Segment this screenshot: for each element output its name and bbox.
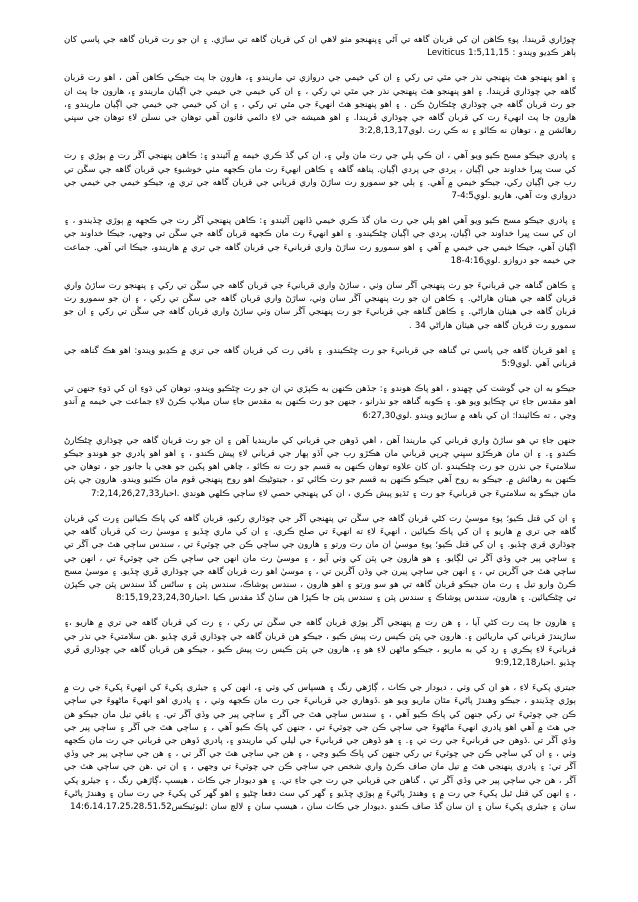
verse-reference: .احبار8:15,19,23,24,30: [116, 593, 210, 604]
paragraph-text: جيتري پکيءَ لاءِ ، هو ان کي وٺي ، ديودار جي ڪاٺ ، ڳاڙهي رنگ ۽ هسپاس کي وٺي ۽، انهن کي ۽ جيئري پکيءَ کي انهيءَ پکيءَ جي رت ۾ ٻوڙي ڇڏيندو ، جيڪو وهندڙ پاڻيءَ مٿان ماريو ويو هو .ڏوهاري جي قربانيءَ جي رت مان ڪجهه وٺي ، ۽ پادري اهو انهيءَ ماڻهوءَ جي ساڄي ڪن جي چوٽيءَ تي رکي جنهن کي پاڪ ڪيو آهي ، ۽ سندس ساڄي هٿ جي آڱر ۽ ساڄي پير جي وڏي آڱر تي. ۽ باقي تيل مان جيڪو هن جي هٿ ۾ آهي اهو پادري انهيءَ ماڻهوءَ جي ساڄي ڪن جي چوٽيءَ تي ، جنهن کي پاڪ ڪيو آهي ، ۽ ساڄي هٿ جي آڱر ۽ ساڄي پير جي وڏي آڱر تي .ڏوهن جي قربانيءَ جي رت تي ۽. ۽ هو ڏوهن جي قربانيءَ جي ليلي کي ماريندو ۽، پادري ڏوهن جي قرباني جي رت مان ڪجهه وٺي ، ۽ ان کي ساڄي ڪن جي چوٽيءَ تي رکي جنهن کي پاڪ ڪيو وڃي ، ۽ هن جي ساڄي هٿ جي آڱر تي ، ۽ هن جي ساڄي پير جي وڏي آڱر تي: ۽ پادري پنهنجي هٿ ۾ تيل مان صاف ڪرڻ واري شخص جي ساڄي ڪن جي چوٽيءَ تي وجهي ، ۽ ان تي .هن جي ساڄي هٿ جي آڱر ، هن جي ساڄي پير جي وڏي آڱر تي ، گناهن جي قرباني جي رت جي جاءِ تي. ۽ هو ديودار جي ڪاٺ ، هيسپ ،ڳاڙهي رنگ ، ۽ جيئرو پکي ، ۽ انهن کي قتل ٿيل پکيءَ جي رت ۾ ۽ وهندڙ پاڻيءَ ۾ ٻوڙي ڇڏيو ۽ گهر کي ست دفعا ڇڻيو ۽ اهو گهر کي پکيءَ جي رت سان ۽ وهندڙ پاڻيءَ سان ۽ جيئري پکيءَ سان ۽ ان سان گڏ صاف ڪندو .ديودار جي ڪاٺ سان ، هيسپ سان ۽ لالچ سان: [64, 683, 576, 812]
paragraph-text: ۽ ان کي قتل ڪيو؛ پوءِ موسيٰ رت کڻي قربان گاهه جي سڱن تي پنهنجي آڱر جي چوڌاري رکيو، قربان گاهه کي پاڪ ڪيائين ۽رت کي قربان گاهه جي تري ۾ هاريو ۽ ان کي پاڪ ڪيائين ، انهيءَ لاءِ ته انهيءَ تي صلح ڪري. ۽ ان کي ماري ڇڏيو ۽ موسيٰ رت کي قربان گاهه جي چوڌاري قري ڇڏيو. ۽ ان کي قتل ڪيو؛ پوءِ موسيٰ ان مان رت ورتو ۽ هارون جي ساڄي ڪن جي چوٽيءَ تي ، سندس ساڄي هٿ جي آڱر تي ۽ ساڄي پير جي وڏي آڱر تي لڳايو. ۽ هو هارون جي پٽن کي وٺي آيو ، ۽ موسيٰ رت مان انهن جي ساڄي ڪن جي چوٽيءَ تي ، انهن جي ساڄي هٿ جي آڱرين تي ، ۽ انهن جي ساڄي پيرن جي وڏن آڱرين تي ، ۽ موسيٰ اهو رت قربان گاهه جي چوڌاري ڦري ڇڏيو. ۽ موسيٰ مسح ڪرڻ وارو تيل ۽ رت مان جيڪو قربان گاهه تي هو سو ورتو ۽ اهو هارون ، سندس پوشاڪ، سندس پٽن ۽ ساڻس گڏ سندس پٽن جي ڪپڙن تي ڇڻڪيائين. ۽ هارون، سندس پوشاڪ ۽ سندس پٽن ۽ سندس پٽن جا ڪپڙا هن ساڻ گڏ مقدس ڪيا: [64, 513, 576, 604]
paragraph: [64, 617, 576, 670]
verse-reference: :ليوٽيڪس14:6،14،17،25،28،51،52: [70, 801, 208, 812]
paragraph-text: ۽ پادري جيڪو مسح ڪيو ويو آهي اهو ٻلي جي رت مان گڏ ڪري خيمي ڏانهن آڻيندو ۽: ڪاهن پنهنجي آڱر رت جي ڪجهه ۾ ٻوڙي ڇڏيندو ، ۽ ان کي ست ڀيرا خداوند جي اڳيان، پردي جي اڳيان ڇڻڪيندو. ۽ اهو انهيءَ رت مان ڪجهه قربان گاهه جي سڱن تي وجهي، جيڪا خداوند جي اڳيان آهي، جيڪا خيمي جي خيمي ۾ آهي ۽ اهو سمورو رت ساڙڻ واري قربانيءَ جي قربان گاهه جي تري ۾ هاريندو، جيڪا اتي آهي. جماعت جي خيمه جو دروازو: [64, 216, 576, 266]
paragraph: [64, 435, 576, 501]
paragraph: [64, 383, 576, 423]
verse-reference: .احبار9:9,12,18: [495, 657, 557, 668]
paragraph: [64, 72, 576, 138]
paragraph-text: ۽ ڪاهن گناهه جي قربانيءَ جو رت پنهنجي آڱر سان وٺي ، ساڙڻ واري قربانيءَ جي قربان گاهه جي سڱن تي رکي ۽ پنهنجو رت ساڙڻ واري قربان گاهه جي هيٺان هاراڻي. ۽ ڪاهن ان جو رت پنهنجي آڱر سان وٺي، ساڙڻ واري قربان گاهه جي سڱن تي رکي ، ۽ ان جو سمورو رت قربان گاهه جي هيٺان هاراڻي. ۽ ڪاهن گناهه جي قربانيءَ جو رت پنهنجي آڱر سان وٺي ساڙڻ واري قربان گاهه جي سڱن تي رکي ۽ ان جو سمورو رت قربان گاهه جي هيٺان هاراڻي: [64, 281, 576, 331]
paragraph: [64, 34, 576, 60]
verse-reference: .لوي5:9: [501, 359, 533, 370]
paragraph-text: جنهن جاءِ تي هو ساڙڻ واري قرباني کي ماريندا آهن ، اهي ڏوهن جي قرباني کي مارينديا آهن ۽ ان جو رت قربان گاهه جي چوڌاري ڇڻڪارڻ ڪندو ۽. ۽ ان مان هرڪڙو سڀني چرٻي قرباني مان هڪڙو رب جي آڏو ٻهار جي قرباني لاءِ پيش ڪندو ، ۽ اهو اهو پادري جو هوندو جيڪو سلامتيءَ جي نذرن جو رت ڇڻڪيندو .ان کان علاوه توهان ڪنهن به قسم جو رت نه ڪائو ، چاهي اهو پکين جو هجي يا جانور جو ، توهان جي ڪنهن به رهائش ۾. جيڪو به روح آهي جيڪو ڪنهن به قسم جو رت ڪائي ٿو ، جيتوڻيڪ اهو روح پنهنجي قوم مان ڪٽيو ويندو. هارون جي پٽن مان جيڪو به سلامتيءَ جي قربانيءَ جو رت ۽ ٿڌيو پيش ڪري ، ان کي پنهنجي حصي لاءِ ساڄي ڪلهي هوندي: [64, 435, 576, 499]
paragraph-text: ۽ هارون جا پٽ رت کڻي آيا ، ۽ هن رت ۾ پنهنجي آڱر ٻوڙي قربان گاهه جي سڱن تي رکي ، ۽ رت کي قربان گاهه جي تري ۾ هاريو ،۽ ساڙيندڙ قرباني کي ماريائين ۽. هارون جي پٽن ڪيس رت پيش ڪيو ، جيڪو هن قربان گاهه جي چوڌاري ڦري ڇڏيو .هن سلامتيءَ جي نذر جي قربانيءَ لاءِ ٻڪري ۽ رڍ کي به ماريو ، جيڪو ماڻهن لاءِ هو ۽، هارون جي پٽن ڪيس رت پيش ڪيو ، جيڪو هن قربان گاهه جي چوڌاري ڦري ڇڏيو: [64, 618, 576, 668]
verse-reference: .لوي6:27,30: [362, 410, 413, 421]
paragraph-text: ۽ اهو قربان گاهه جي پاسي تي گناهه جي قربانيءَ جو رت ڇڻڪيندو. ۽ باقي رت کي قربان گاهه جي تري ۾ ڪڍيو ويندو: اهو هڪ گناهه جي قرباني آهي: [64, 345, 576, 370]
verse-reference: .لوي3:2,8,13,17: [358, 126, 425, 137]
paragraph: [64, 280, 576, 333]
paragraph-text: جيڪو به ان جي گوشت کي ڇهندو ، اهو پاڪ هوندو ۽: جڏهن ڪنهن به ڪپڙي تي ان جو رت ڇڻڪيو ويندو، توهان کي ڌوءِ ان کي ڌوءِ جنهن تي اهو مقدس جاءِ تي ڇڪايو ويو هو. ۽ ڪوبه گناهه جو نذرانو ، جنهن جو رت ڪنهن به مقدس جاءِ سان ميلاپ ڪرڻ لاءِ جماعت جي خيمه ۾ آندو وڃي ، ته ڪائيندا: ان کي باهه ۾ ساڙيو ويندو: [64, 384, 576, 421]
paragraph-text: ڇوڙاري ڦريندا. پوءِ ڪاهن ان کي قربان گاهه تي آڻي ۽پنهنجو مٺو لاهي ان کي قربان گاهه تي ساڙي. ۽ ان جو رت قربان گاهه جي پاسي کان ٻاهر ڪڍيو ويندو: [64, 35, 576, 59]
paragraph: [64, 345, 576, 371]
verse-reference: .احبار7:2,14,26,27,33: [91, 488, 180, 499]
verse-reference: .لوي4:16-18: [450, 255, 501, 266]
paragraph: [64, 682, 576, 814]
verse-reference: 34 .: [408, 320, 426, 331]
paragraph: [64, 150, 576, 203]
verse-reference: : Leviticus 1:5,11,15: [427, 48, 516, 59]
verse-reference: .لوي4:5-7: [451, 191, 491, 202]
paragraph: [64, 215, 576, 268]
paragraph-text: ۽ پادري جيڪو مسح ڪيو ويو آهي ، ان ڪي ٻلي جي رت مان ولي ۽، ان کي گڏ ڪري خيمه ۾ آڻيندو ۽: ڪاهن پنهنجي آڱر رت ۾ ٻوڙي ۽ رت کي ست ڀيرا خداوند جي اڳيان ، پردي جي پردي اڳيان. پناهه گاهه ۽ ڪاهن انهيءَ رت مان ڪجهه مٺي خوشبوءِ جي قربان گاهه جي سڱن تي رب جي اڳيان رکي، جيڪو خيمي ۾ آهي. ۽ ٻلي جو سمورو رت ساڙڻ واري قرباني جي قربان گاهه جي تري ۾، جيڪو خيمي جي خيمي جي دروازي وٽ آهي، هاريو: [64, 151, 576, 202]
paragraph: [64, 513, 576, 605]
paragraph-text: ۽ اهو پنهنجو هٿ پنهنجي نذر جي مٿي تي رکي ۽ ان کي خيمي جي دروازي تي ماريندو ۽، هارون جا پٽ جيڪي ڪاهن آهن ، اهو رت قربان گاهه جي چوڌاري ڦريندا. ۽ اهو پنهنجو هٿ پنهنجي نذر جي مٿي تي رکي ، ۽ ان کي خيمي جي خيمي جي اڳيان ماريندو ۽، هارون جا پٽ ان جو رت قربان گاهه جي چوڌاري ڇڻڪارڻ ڪن . ۽ اهو پنهنجو هٿ انهيءَ جي مٿي تي رکي ، ۽ ان کي خيمي جي خيمي جي اڳيان ماريندو ۽، هارون جا پٽ انهيءَ رت کي قربان گاهه جي چوڌاري ڦريندا. ۽ اهو هميشه جي لاءِ دائمي قانون آهي توهان جي نسلن لاءِ توهان جي سڀني رهائشن ۾ ، توهان نه ڪائو ۽ نه ڪي رت: [64, 73, 576, 137]
